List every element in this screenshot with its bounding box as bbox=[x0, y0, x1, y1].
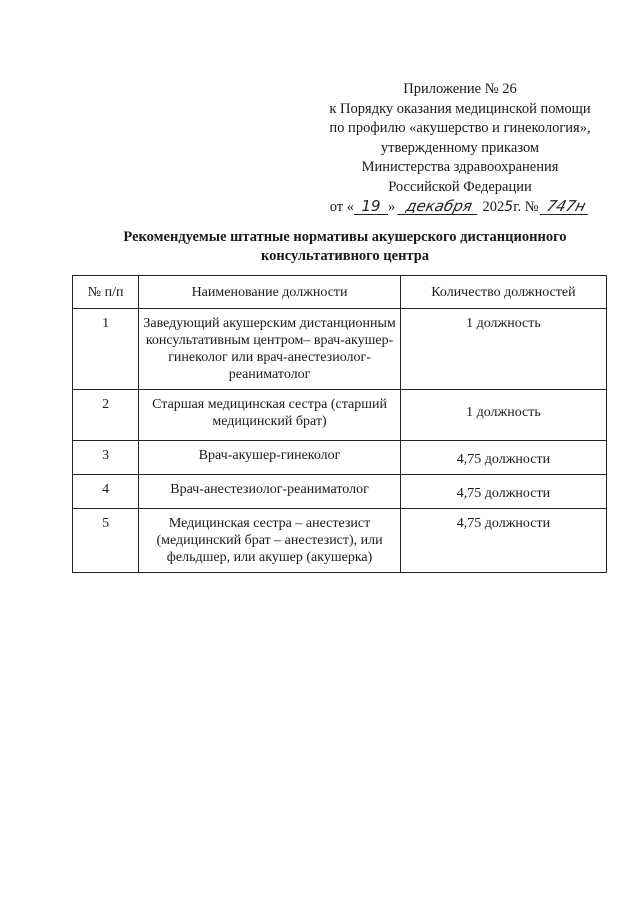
table-row bbox=[73, 441, 607, 475]
table-row bbox=[73, 390, 607, 441]
table-row bbox=[73, 309, 607, 390]
header-num: № п/п bbox=[73, 276, 139, 309]
date-month-handwritten: декабря bbox=[397, 198, 481, 215]
row-position-name: Медицинская сестра – анестезист (медицинский брат – анестезист), или фельдшер, или акушер (акушерка) bbox=[139, 509, 401, 573]
staffing-table bbox=[72, 275, 607, 573]
order-number-handwritten: 747н bbox=[540, 198, 593, 215]
row-position-name: Врач-анестезиолог-реаниматолог bbox=[139, 475, 401, 509]
appendix-ministry-line: Министерства здравоохранения bbox=[361, 159, 559, 175]
row-position-count: 1 должность bbox=[400, 390, 606, 441]
appendix-reference-line: к Порядку оказания медицинской помощи bbox=[329, 100, 591, 117]
date-year-prefix: 202 bbox=[482, 199, 505, 215]
document-title-line-1: Рекомендуемые штатные нормативы акушерского дистанционного bbox=[123, 229, 567, 245]
date-year-tail: г. № bbox=[513, 199, 539, 215]
date-year-suffix-handwritten: 5 bbox=[504, 199, 514, 215]
date-day-handwritten: 19 bbox=[354, 198, 388, 215]
document-title bbox=[80, 228, 610, 266]
appendix-approved-line: утвержденному приказом bbox=[380, 139, 540, 156]
row-num: 5 bbox=[73, 509, 139, 573]
order-date-line bbox=[300, 198, 620, 218]
appendix-profile-line: по профилю «акушерство и гинекология», bbox=[329, 120, 591, 136]
table-row bbox=[73, 509, 607, 573]
row-num: 1 bbox=[73, 309, 139, 390]
header-position-count: Количество должностей bbox=[400, 276, 606, 309]
document-title-line-2: консультативного центра bbox=[260, 248, 430, 264]
appendix-federation-line: Российской Федерации bbox=[388, 178, 532, 195]
date-mid: » bbox=[388, 199, 396, 215]
row-num: 3 bbox=[73, 441, 139, 475]
row-position-name: Старшая медицинская сестра (старший медицинский брат) bbox=[139, 390, 401, 441]
row-position-name: Заведующий акушерским дистанционным консультативным центром– врач-акушер-гинеколог или врач-анестезиолог-реаниматолог bbox=[139, 309, 401, 390]
appendix-number: Приложение № 26 bbox=[403, 81, 517, 97]
row-position-name: Врач-акушер-гинеколог bbox=[139, 441, 401, 475]
table-header-row bbox=[73, 276, 607, 309]
row-position-count: 4,75 должности bbox=[400, 509, 606, 573]
row-num: 2 bbox=[73, 390, 139, 441]
table-row bbox=[73, 475, 607, 509]
appendix-header bbox=[300, 80, 620, 218]
header-position-name: Наименование должности bbox=[139, 276, 401, 309]
row-position-count: 4,75 должности bbox=[400, 441, 606, 475]
date-prefix: от « bbox=[329, 199, 355, 215]
row-position-count: 4,75 должности bbox=[400, 475, 606, 509]
row-num: 4 bbox=[73, 475, 139, 509]
row-position-count: 1 должность bbox=[400, 309, 606, 390]
